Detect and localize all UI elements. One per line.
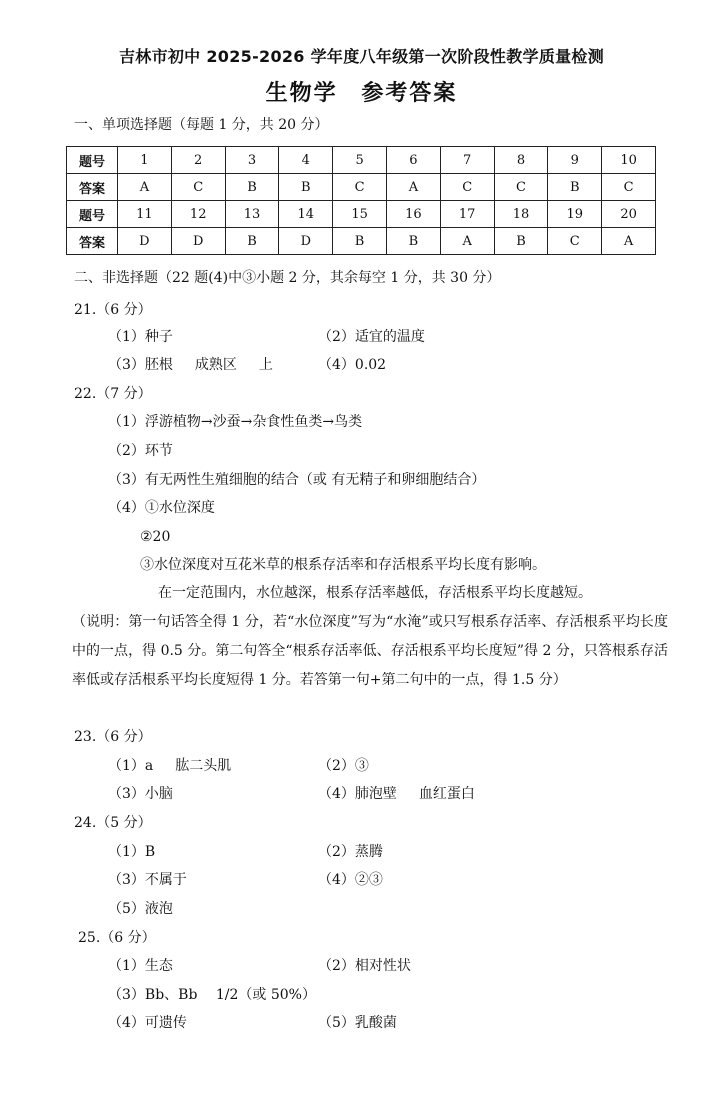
q21-answer-3-label: （3）胚根 bbox=[108, 357, 173, 373]
table-cell: 7 bbox=[440, 147, 494, 174]
table-cell: 17 bbox=[440, 201, 494, 228]
table-cell: B bbox=[225, 228, 279, 255]
table-cell: 12 bbox=[171, 201, 225, 228]
row-label-answer: 答案 bbox=[67, 228, 118, 255]
table-cell: 3 bbox=[225, 147, 279, 174]
q22-scoring-note: （说明：第一句话答全得 1 分，若“水位深度”写为“水淹”或只写根系存活率、存活根系平均长度中的一点，得 0.5 分。第二句答全“根系存活率低、存活根系平均长度短”得 2 分，只答根系存活率低或存活根系平均长度短得 1 分。若答第一句+第二句中的一点，得 1.5 分） bbox=[72, 614, 668, 688]
table-cell: 15 bbox=[333, 201, 387, 228]
table-cell: C bbox=[548, 228, 602, 255]
section2-heading: 二、非选择题（22 题(4)中③小题 2 分，其余每空 1 分，共 30 分） bbox=[74, 270, 501, 286]
q23-answer-2: （2）③ bbox=[318, 758, 369, 774]
table-cell: 14 bbox=[279, 201, 333, 228]
q25-answer-4: （4）可遗传 bbox=[108, 1015, 187, 1031]
table-cell: 2 bbox=[171, 147, 225, 174]
answer-table bbox=[66, 146, 656, 255]
q22-answer-2: （2）环节 bbox=[108, 443, 173, 459]
row-label-answer: 答案 bbox=[67, 174, 118, 201]
table-cell: 16 bbox=[386, 201, 440, 228]
table-row-numbers-1 bbox=[67, 147, 656, 174]
table-cell: C bbox=[602, 174, 656, 201]
q23-answer-4-label: （4）肺泡壁 bbox=[318, 786, 397, 802]
q21-answer-4: （4）0.02 bbox=[318, 357, 387, 373]
q22-answer-1: （1）浮游植物→沙蚕→杂食性鱼类→鸟类 bbox=[108, 414, 363, 430]
q21-answer-2: （2）适宜的温度 bbox=[318, 329, 425, 345]
table-cell: 18 bbox=[494, 201, 548, 228]
q21-answer-3-c: 上 bbox=[258, 357, 273, 373]
table-cell: A bbox=[602, 228, 656, 255]
q25-answer-2: （2）相对性状 bbox=[318, 958, 411, 974]
document-subtitle: 生物学 参考答案 bbox=[265, 81, 458, 106]
q22-answer-3: （3）有无两性生殖细胞的结合（或 有无精子和卵细胞结合） bbox=[108, 472, 486, 488]
section1-heading: 一、单项选择题（每题 1 分，共 20 分） bbox=[74, 117, 329, 133]
table-cell: A bbox=[440, 228, 494, 255]
q25-answer-5: （5）乳酸菌 bbox=[318, 1015, 397, 1031]
q23-answer-1 bbox=[108, 756, 231, 776]
q25-answer-1: （1）生态 bbox=[108, 958, 173, 974]
table-cell: 4 bbox=[279, 147, 333, 174]
q22-answer-4-3a: ③水位深度对互花米草的根系存活率和存活根系平均长度有影响。 bbox=[140, 557, 546, 573]
row-label-number: 题号 bbox=[67, 147, 118, 174]
table-cell: A bbox=[118, 174, 172, 201]
q23-answer-3: （3）小脑 bbox=[108, 786, 173, 802]
q23-answer-4-b: 血红蛋白 bbox=[418, 786, 475, 802]
q24-answer-2: （2）蒸腾 bbox=[318, 844, 383, 860]
table-row-numbers-2 bbox=[67, 201, 656, 228]
table-cell: C bbox=[171, 174, 225, 201]
q21-answer-1: （1）种子 bbox=[108, 329, 173, 345]
table-cell: D bbox=[118, 228, 172, 255]
q23-answer-4 bbox=[318, 784, 475, 804]
table-cell: 5 bbox=[333, 147, 387, 174]
q22-answer-4-2: ②20 bbox=[140, 529, 171, 545]
q25-answer-3: （3）Bb、Bb 1/2（或 50%） bbox=[108, 987, 316, 1003]
table-cell: 13 bbox=[225, 201, 279, 228]
table-cell: B bbox=[494, 228, 548, 255]
table-cell: D bbox=[171, 228, 225, 255]
table-cell: B bbox=[333, 228, 387, 255]
table-cell: B bbox=[279, 174, 333, 201]
q21-answer-3-b: 成熟区 bbox=[194, 357, 237, 373]
table-cell: 11 bbox=[118, 201, 172, 228]
table-cell: D bbox=[279, 228, 333, 255]
q24-answer-5: （5）液泡 bbox=[108, 901, 173, 917]
table-cell: C bbox=[333, 174, 387, 201]
q22-answer-4-3b: 在一定范围内，水位越深，根系存活率越低，存活根系平均长度越短。 bbox=[158, 585, 592, 601]
q24-answer-4: （4）②③ bbox=[318, 872, 383, 888]
table-cell: 1 bbox=[118, 147, 172, 174]
table-row-answers-2 bbox=[67, 228, 656, 255]
q24-header: 24.（5 分） bbox=[74, 815, 152, 831]
table-cell: 9 bbox=[548, 147, 602, 174]
table-cell: B bbox=[225, 174, 279, 201]
table-cell: 19 bbox=[548, 201, 602, 228]
q22-header: 22.（7 分） bbox=[74, 386, 152, 402]
table-cell: B bbox=[386, 228, 440, 255]
q22-answer-4: （4）①水位深度 bbox=[108, 500, 215, 516]
q23-answer-1-label: （1）a bbox=[108, 758, 154, 774]
table-cell: B bbox=[548, 174, 602, 201]
table-row-answers-1 bbox=[67, 174, 656, 201]
q24-answer-1: （1）B bbox=[108, 844, 156, 860]
row-label-number: 题号 bbox=[67, 201, 118, 228]
q25-header: 25.（6 分） bbox=[78, 930, 156, 946]
q23-header: 23.（6 分） bbox=[74, 729, 152, 745]
table-cell: C bbox=[494, 174, 548, 201]
table-cell: C bbox=[440, 174, 494, 201]
table-cell: 20 bbox=[602, 201, 656, 228]
q21-header: 21.（6 分） bbox=[74, 302, 152, 318]
q24-answer-3: （3）不属于 bbox=[108, 872, 187, 888]
table-cell: 6 bbox=[386, 147, 440, 174]
table-cell: 10 bbox=[602, 147, 656, 174]
document-title: 吉林市初中 2025-2026 学年度八年级第一次阶段性教学质量检测 bbox=[118, 47, 605, 66]
table-cell: A bbox=[386, 174, 440, 201]
q21-answer-3 bbox=[108, 355, 273, 375]
table-cell: 8 bbox=[494, 147, 548, 174]
q23-answer-1-b: 肱二头肌 bbox=[175, 758, 232, 774]
